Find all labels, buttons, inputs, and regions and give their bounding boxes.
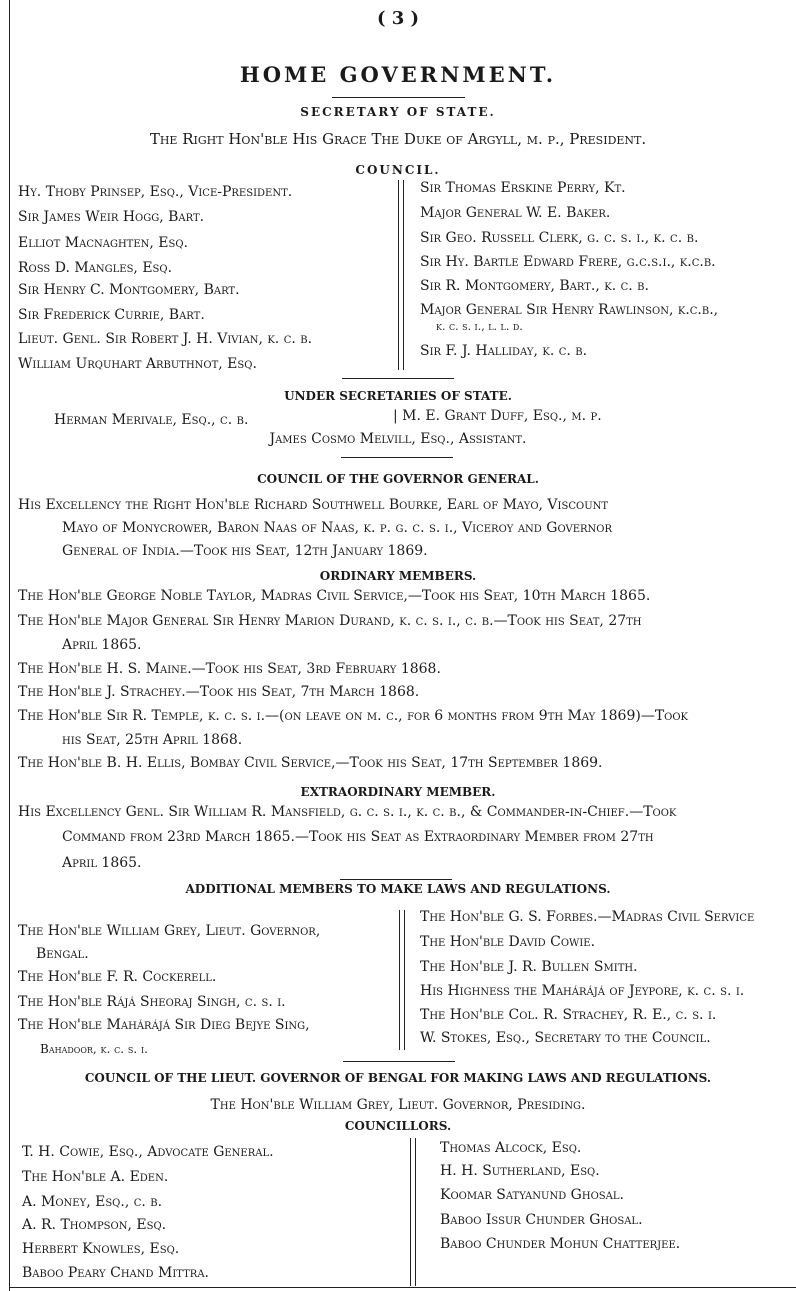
additional-members-heading: ADDITIONAL MEMBERS TO MAKE LAWS AND REGULATIONS.: [185, 882, 611, 896]
council-right-item: Major General W. E. Baker.: [420, 205, 611, 221]
under-secretary-left: Herman Merivale, Esq., c. b.: [54, 412, 249, 428]
council-left-item: Sir James Weir Hogg, Bart.: [18, 209, 205, 225]
council-left-item: William Urquhart Arbuthnot, Esq.: [18, 356, 257, 372]
gg-line: His Excellency the Right Hon'ble Richard Southwell Bourke, Earl of Mayo, Viscount: [18, 497, 609, 513]
column-divider: [404, 910, 405, 1050]
additional-left-item: Bengal.: [36, 946, 89, 962]
divider: [342, 378, 454, 379]
column-divider: [398, 180, 399, 370]
divider: [341, 457, 453, 458]
council-right-item: Sir R. Montgomery, Bart., k. c. b.: [420, 278, 649, 294]
page-number: ( 3 ): [376, 8, 420, 29]
bengal-presiding-line: The Hon'ble William Grey, Lieut. Governor, Presiding.: [210, 1097, 586, 1113]
council-left-item: Hy. Thoby Prinsep, Esq., Vice-President.: [18, 184, 293, 200]
additional-right-item: The Hon'ble Col. R. Strachey, R. E., c. s. i.: [420, 1007, 717, 1023]
councillor-left-item: A. Money, Esq., c. b.: [22, 1194, 163, 1210]
bengal-council-heading: COUNCIL OF THE LIEUT. GOVERNOR OF BENGAL FOR MAKING LAWS AND REGULATIONS.: [84, 1071, 712, 1085]
additional-right-item: His Highness the Mahárájá of Jeypore, k. c. s. i.: [420, 983, 745, 999]
council-left-item: Sir Henry C. Montgomery, Bart.: [18, 282, 240, 298]
ordinary-member-line: The Hon'ble B. H. Ellis, Bombay Civil Service,—Took his Seat, 17th September 1869.: [18, 755, 603, 771]
councillor-left-item: T. H. Cowie, Esq., Advocate General.: [22, 1144, 274, 1160]
extraordinary-member-line: His Excellency Genl. Sir William R. Mansfield, g. c. s. i., k. c. b., & Commander-in-Chief.—Took: [18, 804, 677, 820]
secretary-line: The Right Hon'ble His Grace The Duke of Argyll, m. p., President.: [149, 130, 647, 148]
additional-left-item: Bahadoor, k. c. s. i.: [40, 1042, 148, 1056]
under-secretary-right: | M. E. Grant Duff, Esq., m. p.: [393, 408, 602, 424]
divider: [343, 1061, 455, 1062]
column-divider: [410, 1138, 411, 1286]
councillor-left-item: Baboo Peary Chand Mittra.: [22, 1265, 209, 1281]
ordinary-member-line: The Hon'ble George Noble Taylor, Madras Civil Service,—Took his Seat, 10th March 1865.: [18, 588, 651, 604]
ordinary-member-line: his Seat, 25th April 1868.: [62, 732, 243, 748]
under-secretaries-heading: UNDER SECRETARIES OF STATE.: [284, 389, 512, 403]
extraordinary-member-line: Command from 23rd March 1865.—Took his Seat as Extraordinary Member from 27th: [62, 829, 654, 845]
extraordinary-member-line: April 1865.: [62, 855, 142, 871]
ordinary-member-line: The Hon'ble H. S. Maine.—Took his Seat, 3rd February 1868.: [18, 661, 441, 677]
councillor-right-item: Baboo Chunder Mohun Chatterjee.: [440, 1236, 681, 1252]
ordinary-member-line: The Hon'ble Sir R. Temple, k. c. s. i.—(on leave on m. c., for 6 months from 9th May 1869)—Took: [18, 708, 689, 724]
additional-left-item: The Hon'ble F. R. Cockerell.: [18, 969, 217, 985]
council-right-item: Sir Hy. Bartle Edward Frere, g.c.s.i., k.c.b.: [420, 254, 716, 270]
ordinary-member-line: The Hon'ble Major General Sir Henry Marion Durand, k. c. s. i., c. b.—Took his Seat, 27th: [18, 613, 642, 629]
council-left-item: Elliot Macnaghten, Esq.: [18, 235, 188, 251]
council-left-item: Lieut. Genl. Sir Robert J. H. Vivian, k. c. b.: [18, 331, 313, 347]
ordinary-members-heading: ORDINARY MEMBERS.: [319, 569, 477, 583]
additional-right-item: The Hon'ble J. R. Bullen Smith.: [420, 959, 638, 975]
councillor-right-item: Thomas Alcock, Esq.: [440, 1140, 582, 1156]
page-title: HOME GOVERNMENT.: [239, 62, 557, 87]
councillor-left-item: Herbert Knowles, Esq.: [22, 1241, 180, 1257]
council-right-item: Major General Sir Henry Rawlinson, k.c.b.,: [420, 302, 719, 318]
bottom-rule: [9, 1287, 796, 1288]
council-left-item: Sir Frederick Currie, Bart.: [18, 307, 205, 323]
additional-left-item: The Hon'ble Rájá Sheoraj Singh, c. s. i.: [18, 994, 286, 1010]
council-left-item: Ross D. Mangles, Esq.: [18, 260, 173, 276]
gg-council-heading: COUNCIL OF THE GOVERNOR GENERAL.: [257, 472, 539, 486]
council-right-item: Sir Thomas Erskine Perry, Kt.: [420, 180, 626, 196]
column-divider: [403, 180, 404, 370]
under-secretary-assistant: James Cosmo Melvill, Esq., Assistant.: [269, 431, 527, 447]
councillors-heading: COUNCILLORS.: [344, 1119, 452, 1133]
additional-right-item: The Hon'ble David Cowie.: [420, 934, 596, 950]
councillor-right-item: Koomar Satyanund Ghosal.: [440, 1187, 624, 1203]
additional-right-item: The Hon'ble G. S. Forbes.—Madras Civil Service: [420, 909, 755, 925]
gg-line: Mayo of Monycrower, Baron Naas of Naas, k. p. g. c. s. i., Viceroy and Governor: [62, 520, 613, 536]
gg-line: General of India.—Took his Seat, 12th January 1869.: [62, 543, 428, 559]
councillor-right-item: H. H. Sutherland, Esq.: [440, 1163, 600, 1179]
council-heading: COUNCIL.: [355, 163, 441, 177]
council-right-item: Sir Geo. Russell Clerk, g. c. s. i., k. c. b.: [420, 230, 699, 246]
councillor-right-item: Baboo Issur Chunder Ghosal.: [440, 1212, 643, 1228]
councillor-left-item: A. R. Thompson, Esq.: [22, 1217, 167, 1233]
divider: [340, 879, 452, 880]
additional-left-item: The Hon'ble Mahárájá Sir Dieg Bejye Sing,: [18, 1017, 310, 1033]
additional-left-item: The Hon'ble William Grey, Lieut. Governor,: [18, 923, 321, 939]
secretary-heading: SECRETARY OF STATE.: [300, 105, 496, 119]
extraordinary-member-heading: EXTRAORDINARY MEMBER.: [300, 785, 496, 799]
ordinary-member-line: The Hon'ble J. Strachey.—Took his Seat, 7th March 1868.: [18, 684, 420, 700]
column-divider: [415, 1138, 416, 1286]
council-right-item: Sir F. J. Halliday, k. c. b.: [420, 343, 588, 359]
column-divider: [399, 910, 400, 1050]
divider: [332, 97, 465, 98]
additional-right-item: W. Stokes, Esq., Secretary to the Council.: [420, 1030, 711, 1046]
councillor-left-item: The Hon'ble A. Eden.: [22, 1169, 169, 1185]
ordinary-member-line: April 1865.: [62, 637, 142, 653]
council-right-item: k. c. s. i., l. l. d.: [436, 320, 523, 333]
